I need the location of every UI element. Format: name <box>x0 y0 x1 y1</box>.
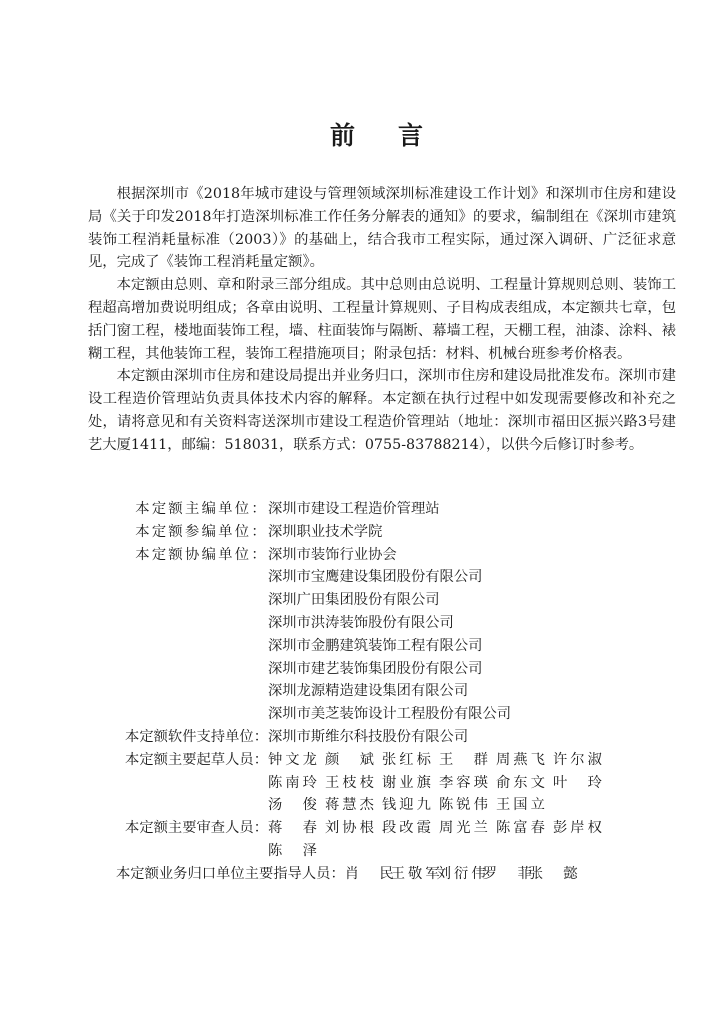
credit-label: 本定额主要审查人员： <box>125 820 268 837</box>
assist-org: 深圳市美芝装饰设计工程股份有限公司 <box>268 706 512 723</box>
reviewers-row-2-wrap <box>88 840 688 863</box>
person-name: 俞东文 <box>496 774 548 791</box>
person-name: 周光兰 <box>439 820 491 837</box>
reviewers-row-2 <box>268 840 325 863</box>
credit-chief <box>88 498 688 521</box>
drafters-row-3 <box>268 794 553 817</box>
person-name: 李容瑛 <box>439 774 491 791</box>
person-name: 罗 菲 <box>482 865 535 882</box>
person-name: 张 懿 <box>528 865 581 882</box>
credit-label: 本定额业务归口单位主要指导人员： <box>116 865 345 882</box>
title-char-2: 言 <box>398 121 424 150</box>
credit-value: 深圳市斯维尔科技股份有限公司 <box>268 728 469 745</box>
drafters-row-2 <box>268 772 610 795</box>
assist-org: 深圳市洪涛装饰股份有限公司 <box>268 614 454 631</box>
credit-software <box>88 726 688 749</box>
person-name: 陈富春 <box>496 820 548 837</box>
paragraph-basis: 根据深圳市《2018年城市建设与管理领域深圳标准建设工作计划》和深圳市住房和建设局《关于印发2018年打造深圳标准工作任务分解表的通知》的要求，编制组在《深圳市建筑装饰工程消耗量标准（2003）》的基础上，结合我市工程实际，通过深入调研、广泛征求意见，完成了《装饰工程消耗量定额》。 <box>88 186 676 271</box>
person-name: 钟文龙 <box>268 751 320 768</box>
assist-org: 深圳市宝鹰建设集团股份有限公司 <box>268 569 483 586</box>
credit-value: 深圳职业技术学院 <box>268 523 383 540</box>
reviewers-row-1 <box>268 817 610 840</box>
credit-assist <box>88 544 688 567</box>
label-spacer <box>88 840 268 863</box>
assist-org: 深圳广田集团股份有限公司 <box>268 592 440 609</box>
preface-body <box>88 183 676 457</box>
credit-drafters <box>88 749 688 772</box>
assist-org: 深圳龙源精造建设集团有限公司 <box>268 683 469 700</box>
person-name: 王 群 <box>439 751 491 768</box>
paragraph-structure: 本定额由总则、章和附录三部分组成。其中总则由总说明、工程量计算规则总则、装饰工程超高增加费说明组成；各章由说明、工程量计算规则、子目构成表组成，本定额共七章，包括门窗工程，楼地面装饰工程，墙、柱面装饰与隔断、幕墙工程，天棚工程，油漆、涂料、裱糊工程，其他装饰工程，装饰工程措施项目；附录包括：材料、机械台班参考价格表。 <box>88 277 676 362</box>
credit-label: 本定额参编单位： <box>135 523 268 540</box>
person-name: 张红标 <box>382 751 434 768</box>
person-name: 陈锐伟 <box>439 797 491 814</box>
credit-guide <box>88 863 688 886</box>
person-name: 蒋慧杰 <box>325 797 377 814</box>
person-name: 叶 玲 <box>553 774 605 791</box>
paragraph-release: 本定额由深圳市住房和建设局提出并业务归口，深圳市住房和建设局批准发布。深圳市建设工程造价管理站负责具体技术内容的解释。本定额在执行过程中如发现需要修改和补充之处，请将意见和有关资料寄送深圳市建设工程造价管理站（地址：深圳市福田区振兴路3号建艺大厦1411，邮编：518031，联系方式：0755-83788214），以供今后修订时参考。 <box>88 368 676 453</box>
person-name: 许尔淑 <box>553 751 605 768</box>
credit-label: 本定额协编单位： <box>135 546 268 563</box>
label-spacer <box>88 794 268 817</box>
drafters-row-2-wrap <box>88 772 688 795</box>
person-name: 颜 斌 <box>325 751 377 768</box>
person-name: 谢业旗 <box>382 774 434 791</box>
assist-org: 深圳市建艺装饰集团股份有限公司 <box>268 660 483 677</box>
credit-reviewers <box>88 817 688 840</box>
credit-label: 本定额软件支持单位： <box>125 728 268 745</box>
person-name: 段改霞 <box>382 820 434 837</box>
person-name: 汤 俊 <box>268 797 320 814</box>
credit-value: 深圳市装饰行业协会 <box>268 546 397 563</box>
title-char-1: 前 <box>330 121 356 150</box>
person-name: 刘协根 <box>325 820 377 837</box>
drafters-row-3-wrap <box>88 794 688 817</box>
person-name: 陈 泽 <box>268 842 320 859</box>
credits-block <box>88 498 688 886</box>
credit-label: 本定额主编单位： <box>135 501 268 517</box>
person-name: 肖 民 <box>344 865 397 882</box>
label-spacer <box>88 772 268 795</box>
person-name: 蒋 春 <box>268 820 320 837</box>
person-name: 彭岸权 <box>553 820 605 837</box>
credit-label: 本定额主要起草人员： <box>125 751 268 768</box>
person-name: 王敬军 <box>390 865 443 882</box>
credit-value: 深圳市建设工程造价管理站 <box>268 501 440 517</box>
person-name: 钱迎九 <box>382 797 434 814</box>
drafters-row-1 <box>268 749 610 772</box>
person-name: 王枝枝 <box>325 774 377 791</box>
person-name: 陈南玲 <box>268 774 320 791</box>
assist-org: 深圳市金鹏建筑装饰工程有限公司 <box>268 637 483 654</box>
person-name: 周燕飞 <box>496 751 548 768</box>
person-name: 王国立 <box>496 797 548 814</box>
assist-org-list <box>88 566 688 726</box>
guide-names <box>344 863 581 886</box>
person-name: 刘衍伟 <box>436 865 489 882</box>
credit-participant <box>88 521 688 544</box>
